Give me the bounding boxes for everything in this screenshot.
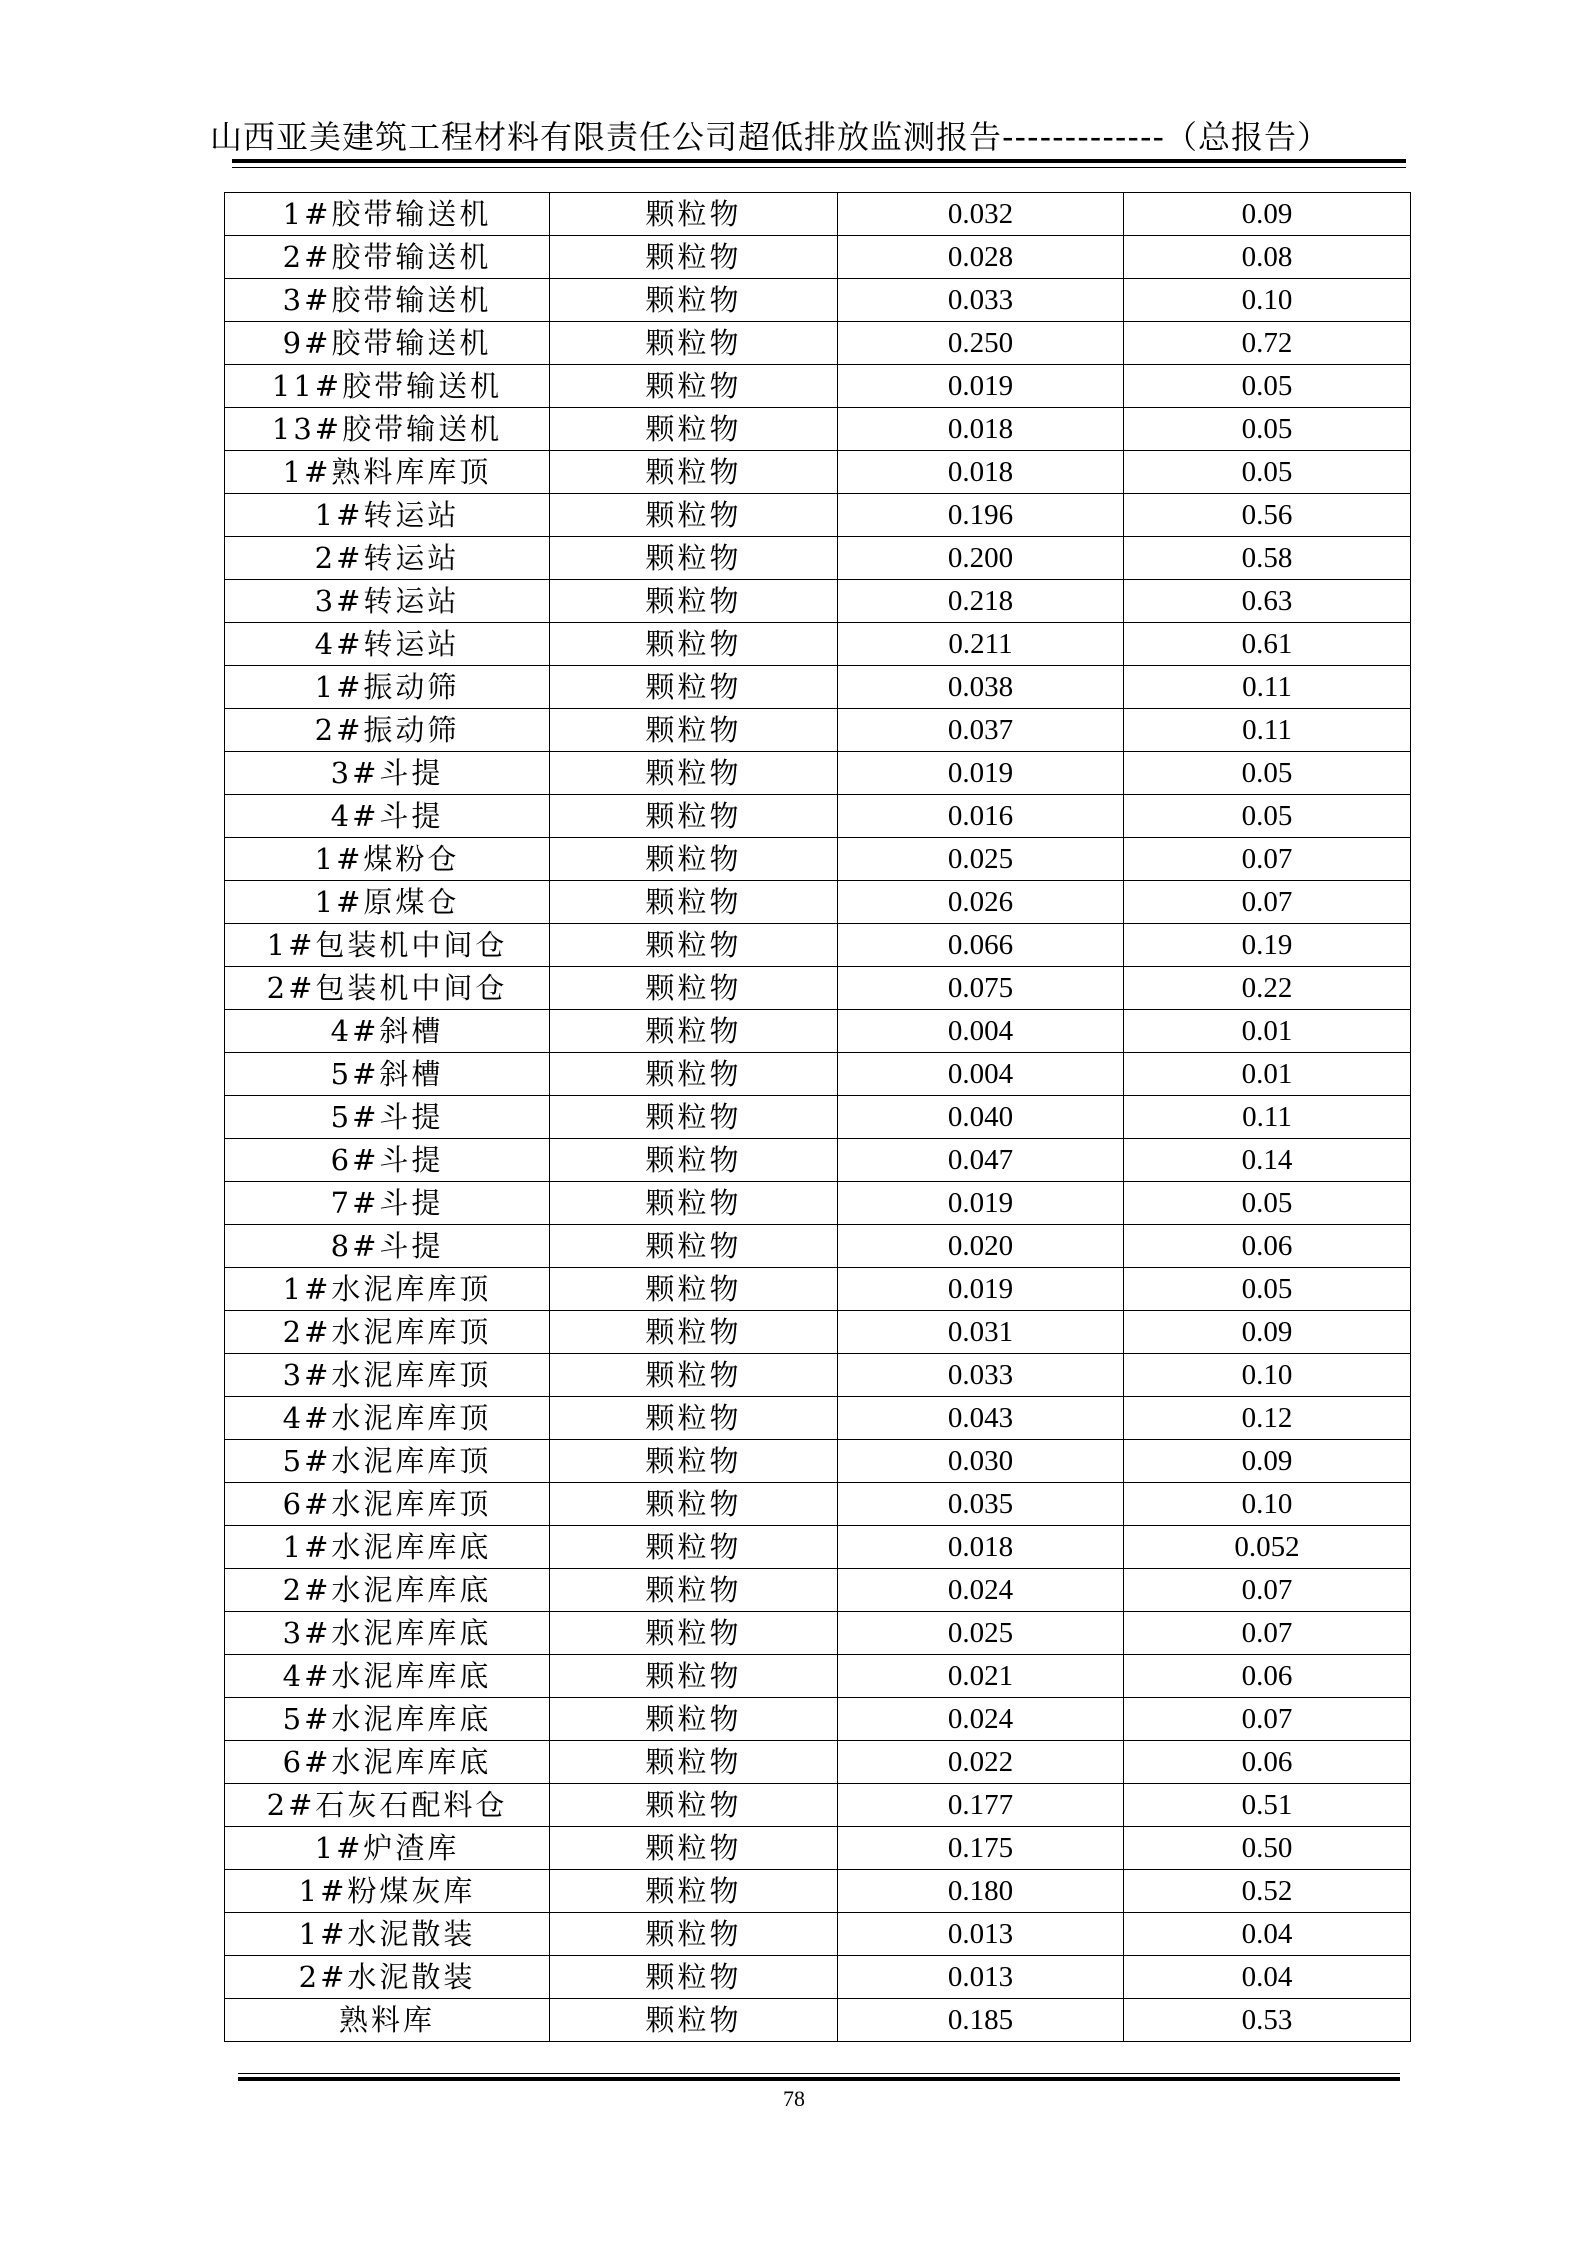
cell-concentration: 0.016 xyxy=(838,795,1124,838)
cell-concentration: 0.021 xyxy=(838,1655,1124,1698)
cell-concentration: 0.018 xyxy=(838,451,1124,494)
cell-emission-rate: 0.05 xyxy=(1124,408,1411,451)
cell-emission-source: 7#斗提 xyxy=(225,1182,550,1225)
table-row xyxy=(225,408,1411,451)
table-row xyxy=(225,1053,1411,1096)
cell-emission-source: 2#胶带输送机 xyxy=(225,236,550,279)
page-header-title: 山西亚美建筑工程材料有限责任公司超低排放监测报告-------------（总报告） xyxy=(209,118,1331,156)
cell-emission-rate: 0.06 xyxy=(1124,1655,1411,1698)
cell-concentration: 0.019 xyxy=(838,752,1124,795)
cell-concentration: 0.218 xyxy=(838,580,1124,623)
table-row xyxy=(225,494,1411,537)
cell-pollutant: 颗粒物 xyxy=(550,1397,838,1440)
cell-emission-rate: 0.09 xyxy=(1124,193,1411,236)
cell-emission-source: 4#斜槽 xyxy=(225,1010,550,1053)
cell-pollutant: 颗粒物 xyxy=(550,881,838,924)
cell-emission-source: 2#水泥库库底 xyxy=(225,1569,550,1612)
table-row xyxy=(225,1999,1411,2042)
cell-emission-source: 熟料库 xyxy=(225,1999,550,2042)
cell-pollutant: 颗粒物 xyxy=(550,1827,838,1870)
cell-concentration: 0.004 xyxy=(838,1010,1124,1053)
cell-emission-rate: 0.05 xyxy=(1124,451,1411,494)
cell-pollutant: 颗粒物 xyxy=(550,838,838,881)
cell-emission-rate: 0.56 xyxy=(1124,494,1411,537)
cell-emission-source: 1#胶带输送机 xyxy=(225,193,550,236)
cell-concentration: 0.043 xyxy=(838,1397,1124,1440)
table-row xyxy=(225,279,1411,322)
table-row xyxy=(225,1526,1411,1569)
table-row xyxy=(225,924,1411,967)
table-row xyxy=(225,1440,1411,1483)
table-row xyxy=(225,881,1411,924)
table-row xyxy=(225,1741,1411,1784)
table-row xyxy=(225,1182,1411,1225)
table-row xyxy=(225,580,1411,623)
cell-concentration: 0.024 xyxy=(838,1569,1124,1612)
cell-emission-source: 3#斗提 xyxy=(225,752,550,795)
cell-concentration: 0.030 xyxy=(838,1440,1124,1483)
cell-concentration: 0.033 xyxy=(838,279,1124,322)
cell-emission-rate: 0.05 xyxy=(1124,795,1411,838)
table-row xyxy=(225,1655,1411,1698)
cell-pollutant: 颗粒物 xyxy=(550,1354,838,1397)
cell-emission-rate: 0.53 xyxy=(1124,1999,1411,2042)
cell-emission-source: 9#胶带输送机 xyxy=(225,322,550,365)
cell-emission-rate: 0.63 xyxy=(1124,580,1411,623)
table-row xyxy=(225,1569,1411,1612)
cell-emission-rate: 0.52 xyxy=(1124,1870,1411,1913)
cell-emission-source: 2#包装机中间仓 xyxy=(225,967,550,1010)
cell-pollutant: 颗粒物 xyxy=(550,1612,838,1655)
table-row xyxy=(225,1397,1411,1440)
header-rule-thin xyxy=(232,167,1406,168)
table-row xyxy=(225,1698,1411,1741)
table-row xyxy=(225,709,1411,752)
table-row xyxy=(225,967,1411,1010)
cell-emission-source: 1#转运站 xyxy=(225,494,550,537)
cell-pollutant: 颗粒物 xyxy=(550,666,838,709)
cell-emission-source: 1#振动筛 xyxy=(225,666,550,709)
table-row xyxy=(225,1311,1411,1354)
cell-concentration: 0.020 xyxy=(838,1225,1124,1268)
cell-emission-source: 4#转运站 xyxy=(225,623,550,666)
table-row xyxy=(225,1354,1411,1397)
cell-emission-rate: 0.04 xyxy=(1124,1913,1411,1956)
table-row xyxy=(225,1225,1411,1268)
cell-emission-rate: 0.01 xyxy=(1124,1010,1411,1053)
cell-emission-source: 1#粉煤灰库 xyxy=(225,1870,550,1913)
table-row xyxy=(225,1956,1411,1999)
cell-pollutant: 颗粒物 xyxy=(550,580,838,623)
page-number: 78 xyxy=(783,2086,805,2111)
cell-pollutant: 颗粒物 xyxy=(550,537,838,580)
cell-pollutant: 颗粒物 xyxy=(550,1698,838,1741)
table-row xyxy=(225,1483,1411,1526)
table-row xyxy=(225,193,1411,236)
cell-emission-source: 5#斜槽 xyxy=(225,1053,550,1096)
cell-pollutant: 颗粒物 xyxy=(550,795,838,838)
cell-pollutant: 颗粒物 xyxy=(550,623,838,666)
cell-emission-rate: 0.07 xyxy=(1124,1569,1411,1612)
cell-emission-rate: 0.19 xyxy=(1124,924,1411,967)
cell-emission-source: 5#水泥库库顶 xyxy=(225,1440,550,1483)
cell-emission-source: 5#水泥库库底 xyxy=(225,1698,550,1741)
cell-emission-source: 1#水泥库库底 xyxy=(225,1526,550,1569)
table-row xyxy=(225,666,1411,709)
cell-emission-source: 2#石灰石配料仓 xyxy=(225,1784,550,1827)
cell-emission-source: 2#水泥库库顶 xyxy=(225,1311,550,1354)
cell-emission-rate: 0.05 xyxy=(1124,365,1411,408)
cell-pollutant: 颗粒物 xyxy=(550,1569,838,1612)
cell-concentration: 0.033 xyxy=(838,1354,1124,1397)
cell-emission-rate: 0.052 xyxy=(1124,1526,1411,1569)
cell-emission-source: 1#水泥库库顶 xyxy=(225,1268,550,1311)
cell-concentration: 0.025 xyxy=(838,838,1124,881)
cell-pollutant: 颗粒物 xyxy=(550,1139,838,1182)
cell-emission-rate: 0.06 xyxy=(1124,1225,1411,1268)
cell-emission-source: 6#水泥库库底 xyxy=(225,1741,550,1784)
cell-concentration: 0.040 xyxy=(838,1096,1124,1139)
cell-pollutant: 颗粒物 xyxy=(550,365,838,408)
cell-emission-rate: 0.14 xyxy=(1124,1139,1411,1182)
cell-emission-source: 6#斗提 xyxy=(225,1139,550,1182)
cell-pollutant: 颗粒物 xyxy=(550,193,838,236)
cell-pollutant: 颗粒物 xyxy=(550,1870,838,1913)
footer-rule-thick xyxy=(238,2077,1400,2081)
cell-emission-rate: 0.72 xyxy=(1124,322,1411,365)
cell-emission-rate: 0.09 xyxy=(1124,1440,1411,1483)
cell-concentration: 0.035 xyxy=(838,1483,1124,1526)
cell-emission-source: 3#胶带输送机 xyxy=(225,279,550,322)
cell-emission-rate: 0.11 xyxy=(1124,709,1411,752)
table-row xyxy=(225,236,1411,279)
cell-emission-rate: 0.51 xyxy=(1124,1784,1411,1827)
cell-pollutant: 颗粒物 xyxy=(550,1526,838,1569)
table-row xyxy=(225,1139,1411,1182)
cell-pollutant: 颗粒物 xyxy=(550,494,838,537)
cell-concentration: 0.180 xyxy=(838,1870,1124,1913)
cell-concentration: 0.200 xyxy=(838,537,1124,580)
cell-emission-source: 8#斗提 xyxy=(225,1225,550,1268)
cell-emission-rate: 0.22 xyxy=(1124,967,1411,1010)
cell-pollutant: 颗粒物 xyxy=(550,1956,838,1999)
cell-pollutant: 颗粒物 xyxy=(550,1096,838,1139)
cell-emission-source: 2#转运站 xyxy=(225,537,550,580)
cell-emission-rate: 0.50 xyxy=(1124,1827,1411,1870)
cell-pollutant: 颗粒物 xyxy=(550,1999,838,2042)
cell-concentration: 0.177 xyxy=(838,1784,1124,1827)
cell-emission-rate: 0.05 xyxy=(1124,1182,1411,1225)
cell-concentration: 0.038 xyxy=(838,666,1124,709)
cell-emission-source: 4#斗提 xyxy=(225,795,550,838)
cell-concentration: 0.037 xyxy=(838,709,1124,752)
cell-concentration: 0.018 xyxy=(838,1526,1124,1569)
cell-emission-rate: 0.12 xyxy=(1124,1397,1411,1440)
table-body xyxy=(225,193,1411,2042)
cell-pollutant: 颗粒物 xyxy=(550,967,838,1010)
cell-pollutant: 颗粒物 xyxy=(550,322,838,365)
cell-concentration: 0.028 xyxy=(838,236,1124,279)
cell-emission-rate: 0.06 xyxy=(1124,1741,1411,1784)
cell-emission-rate: 0.10 xyxy=(1124,279,1411,322)
cell-pollutant: 颗粒物 xyxy=(550,1311,838,1354)
cell-concentration: 0.031 xyxy=(838,1311,1124,1354)
cell-emission-source: 13#胶带输送机 xyxy=(225,408,550,451)
cell-concentration: 0.047 xyxy=(838,1139,1124,1182)
table-row xyxy=(225,537,1411,580)
cell-emission-source: 1#煤粉仓 xyxy=(225,838,550,881)
table-row xyxy=(225,1784,1411,1827)
cell-emission-rate: 0.07 xyxy=(1124,1612,1411,1655)
cell-emission-source: 2#振动筛 xyxy=(225,709,550,752)
cell-concentration: 0.013 xyxy=(838,1913,1124,1956)
cell-emission-rate: 0.58 xyxy=(1124,537,1411,580)
cell-emission-source: 3#转运站 xyxy=(225,580,550,623)
cell-pollutant: 颗粒物 xyxy=(550,1741,838,1784)
cell-emission-rate: 0.07 xyxy=(1124,881,1411,924)
table-row xyxy=(225,1827,1411,1870)
cell-emission-source: 1#水泥散装 xyxy=(225,1913,550,1956)
cell-pollutant: 颗粒物 xyxy=(550,1784,838,1827)
cell-pollutant: 颗粒物 xyxy=(550,1268,838,1311)
cell-pollutant: 颗粒物 xyxy=(550,1182,838,1225)
cell-pollutant: 颗粒物 xyxy=(550,924,838,967)
cell-emission-source: 1#原煤仓 xyxy=(225,881,550,924)
cell-pollutant: 颗粒物 xyxy=(550,1053,838,1096)
cell-emission-source: 2#水泥散装 xyxy=(225,1956,550,1999)
cell-concentration: 0.032 xyxy=(838,193,1124,236)
table-row xyxy=(225,1010,1411,1053)
monitoring-results-table xyxy=(224,192,1411,2042)
cell-emission-rate: 0.08 xyxy=(1124,236,1411,279)
cell-emission-rate: 0.11 xyxy=(1124,1096,1411,1139)
cell-pollutant: 颗粒物 xyxy=(550,1655,838,1698)
footer-rule-thin xyxy=(238,2073,1400,2074)
table-row xyxy=(225,752,1411,795)
cell-emission-rate: 0.09 xyxy=(1124,1311,1411,1354)
cell-emission-source: 5#斗提 xyxy=(225,1096,550,1139)
table-row xyxy=(225,1612,1411,1655)
cell-concentration: 0.066 xyxy=(838,924,1124,967)
table-row xyxy=(225,1096,1411,1139)
cell-pollutant: 颗粒物 xyxy=(550,709,838,752)
cell-emission-source: 3#水泥库库底 xyxy=(225,1612,550,1655)
cell-pollutant: 颗粒物 xyxy=(550,752,838,795)
cell-pollutant: 颗粒物 xyxy=(550,1913,838,1956)
cell-concentration: 0.018 xyxy=(838,408,1124,451)
cell-emission-rate: 0.10 xyxy=(1124,1354,1411,1397)
cell-emission-source: 1#炉渣库 xyxy=(225,1827,550,1870)
cell-pollutant: 颗粒物 xyxy=(550,408,838,451)
cell-emission-source: 1#包装机中间仓 xyxy=(225,924,550,967)
cell-concentration: 0.024 xyxy=(838,1698,1124,1741)
cell-emission-rate: 0.07 xyxy=(1124,1698,1411,1741)
cell-concentration: 0.075 xyxy=(838,967,1124,1010)
cell-pollutant: 颗粒物 xyxy=(550,1440,838,1483)
cell-emission-source: 4#水泥库库底 xyxy=(225,1655,550,1698)
table-row xyxy=(225,623,1411,666)
cell-concentration: 0.250 xyxy=(838,322,1124,365)
cell-pollutant: 颗粒物 xyxy=(550,451,838,494)
cell-concentration: 0.019 xyxy=(838,1268,1124,1311)
cell-concentration: 0.022 xyxy=(838,1741,1124,1784)
cell-emission-source: 1#熟料库库顶 xyxy=(225,451,550,494)
cell-concentration: 0.019 xyxy=(838,1182,1124,1225)
cell-concentration: 0.004 xyxy=(838,1053,1124,1096)
cell-emission-rate: 0.05 xyxy=(1124,752,1411,795)
table-row xyxy=(225,795,1411,838)
cell-concentration: 0.185 xyxy=(838,1999,1124,2042)
cell-concentration: 0.211 xyxy=(838,623,1124,666)
cell-emission-source: 3#水泥库库顶 xyxy=(225,1354,550,1397)
table-row xyxy=(225,838,1411,881)
cell-emission-source: 4#水泥库库顶 xyxy=(225,1397,550,1440)
cell-emission-source: 6#水泥库库顶 xyxy=(225,1483,550,1526)
cell-emission-rate: 0.01 xyxy=(1124,1053,1411,1096)
header-rule-thick xyxy=(232,159,1406,163)
cell-emission-rate: 0.10 xyxy=(1124,1483,1411,1526)
table-row xyxy=(225,1913,1411,1956)
cell-pollutant: 颗粒物 xyxy=(550,1010,838,1053)
cell-pollutant: 颗粒物 xyxy=(550,1225,838,1268)
cell-concentration: 0.026 xyxy=(838,881,1124,924)
cell-emission-source: 11#胶带输送机 xyxy=(225,365,550,408)
cell-pollutant: 颗粒物 xyxy=(550,1483,838,1526)
cell-concentration: 0.025 xyxy=(838,1612,1124,1655)
cell-concentration: 0.196 xyxy=(838,494,1124,537)
cell-emission-rate: 0.05 xyxy=(1124,1268,1411,1311)
cell-concentration: 0.013 xyxy=(838,1956,1124,1999)
table-row xyxy=(225,322,1411,365)
cell-emission-rate: 0.04 xyxy=(1124,1956,1411,1999)
cell-pollutant: 颗粒物 xyxy=(550,236,838,279)
table-row xyxy=(225,1870,1411,1913)
table-row xyxy=(225,365,1411,408)
cell-emission-rate: 0.07 xyxy=(1124,838,1411,881)
cell-concentration: 0.019 xyxy=(838,365,1124,408)
cell-emission-rate: 0.61 xyxy=(1124,623,1411,666)
table-row xyxy=(225,451,1411,494)
cell-pollutant: 颗粒物 xyxy=(550,279,838,322)
table-row xyxy=(225,1268,1411,1311)
cell-concentration: 0.175 xyxy=(838,1827,1124,1870)
cell-emission-rate: 0.11 xyxy=(1124,666,1411,709)
